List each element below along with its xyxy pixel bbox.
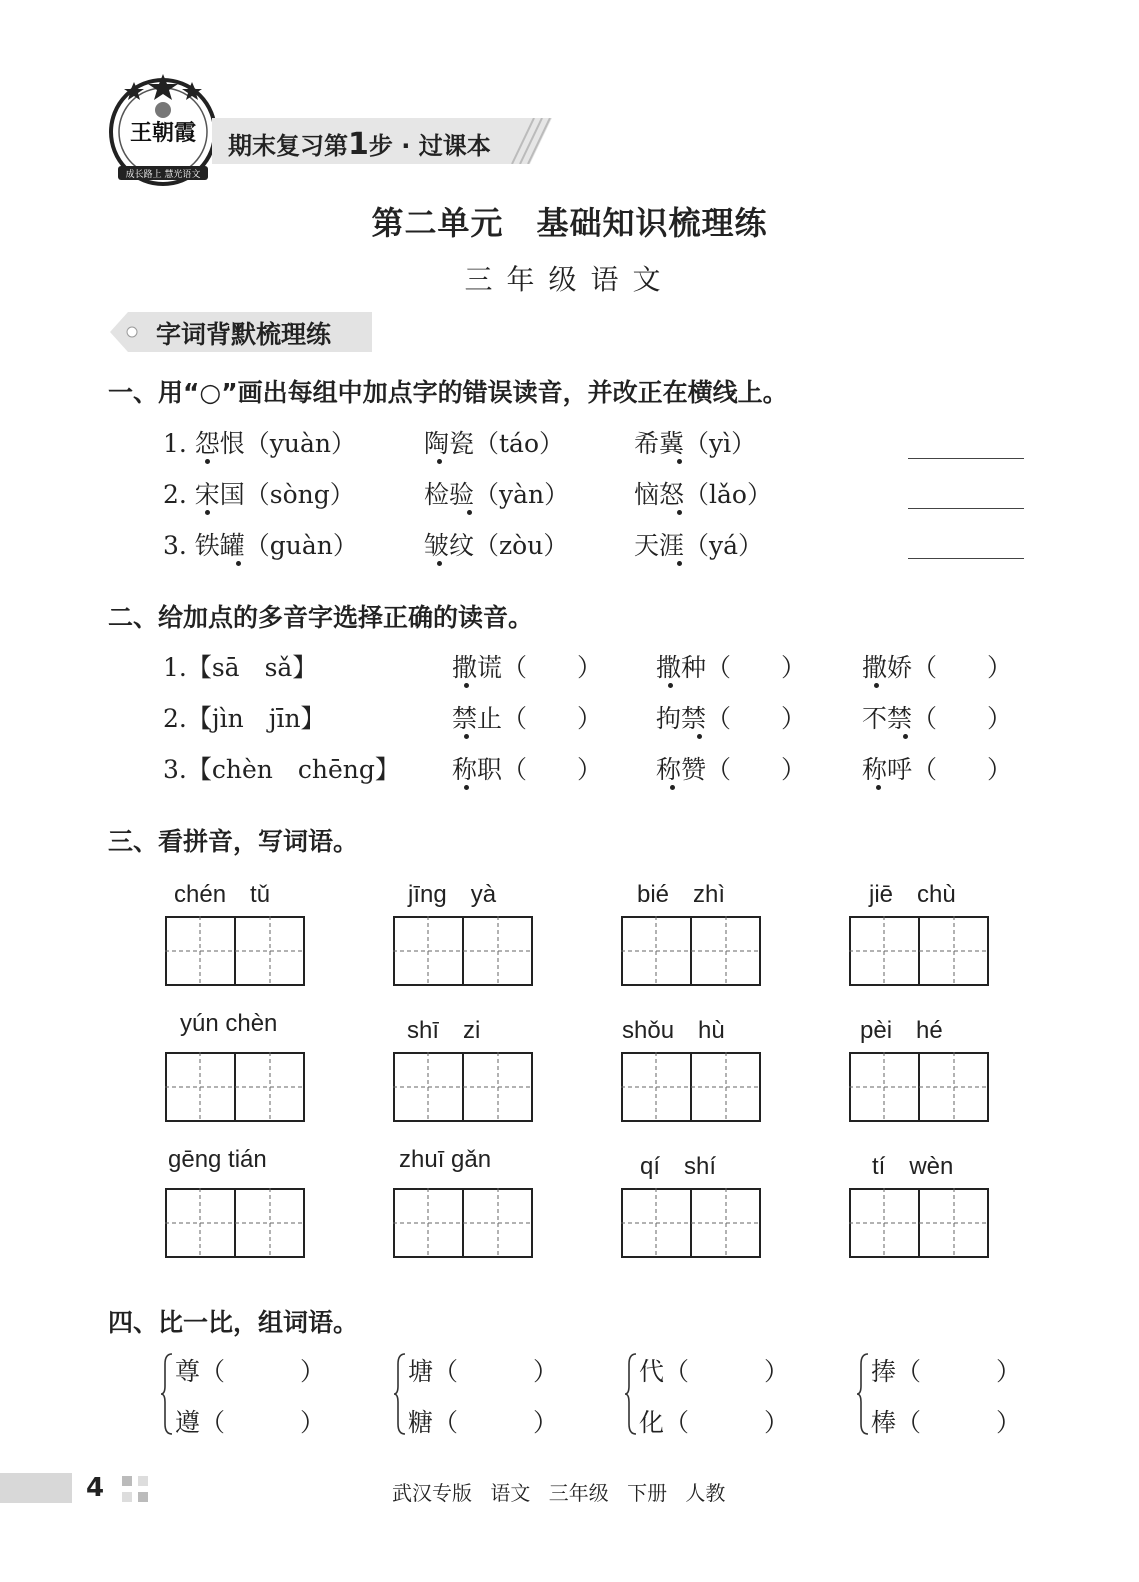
q1-item: 3. 铁罐（guàn） (163, 531, 358, 560)
pinyin-label: qí shí (640, 1153, 717, 1180)
writing-grid[interactable] (621, 916, 761, 986)
brace-icon (393, 1352, 407, 1436)
emphasis-dot (464, 734, 469, 739)
question-1-heading: 一、用“○”画出每组中加点字的错误读音，并改正在横线上。 (108, 378, 788, 407)
pinyin-label: jiē chù (869, 881, 956, 908)
svg-text:成长路上 慧光语文: 成长路上 慧光语文 (125, 170, 201, 180)
emphasis-dot (697, 734, 702, 739)
q4-word[interactable]: 棒（ ） (871, 1408, 1022, 1437)
question-4-heading: 四、比一比，组词语。 (108, 1308, 359, 1337)
writing-grid[interactable] (621, 1188, 761, 1258)
q2-word[interactable]: 撒谎（ ） (452, 653, 603, 682)
q4-word[interactable]: 化（ ） (639, 1408, 790, 1437)
q2-word[interactable]: 撒娇（ ） (862, 653, 1013, 682)
q2-word[interactable]: 拘禁（ ） (656, 704, 807, 733)
pinyin-label: zhuī gǎn (399, 1146, 492, 1173)
footer-decor (122, 1476, 132, 1486)
answer-line[interactable] (908, 558, 1024, 559)
emphasis-dot (467, 510, 472, 515)
pinyin-label: tí wèn (872, 1153, 954, 1180)
q1-item: 恼怒（lǎo） (634, 480, 772, 509)
brace-icon (856, 1352, 870, 1436)
emphasis-dot (677, 510, 682, 515)
q2-word[interactable]: 禁止（ ） (452, 704, 603, 733)
q1-item: 2. 宋国（sòng） (163, 480, 355, 509)
q2-word[interactable]: 撒种（ ） (656, 653, 807, 682)
emphasis-dot (236, 561, 241, 566)
q1-item: 天涯（yá） (634, 531, 764, 560)
question-3-heading: 三、看拼音，写词语。 (108, 827, 359, 856)
q2-word[interactable]: 称呼（ ） (862, 755, 1013, 784)
answer-line[interactable] (908, 458, 1024, 459)
emphasis-dot (464, 785, 469, 790)
emphasis-dot (876, 785, 881, 790)
emphasis-dot (677, 561, 682, 566)
logo-text: 王朝霞 (129, 120, 197, 146)
page-subtitle: 三年级语文 (464, 263, 675, 296)
writing-grid[interactable] (849, 916, 989, 986)
emphasis-dot (205, 459, 210, 464)
writing-grid[interactable] (393, 1188, 533, 1258)
page-number: 4 (86, 1473, 105, 1503)
q4-word[interactable]: 捧（ ） (871, 1357, 1022, 1386)
footer-decor (138, 1476, 148, 1486)
q1-item: 检验（yàn） (424, 480, 570, 509)
q2-word[interactable]: 称职（ ） (452, 755, 603, 784)
banner-text: 期末复习第1步 · 过课本 (228, 127, 491, 162)
q4-word[interactable]: 糖（ ） (408, 1408, 559, 1437)
q1-item: 1. 怨恨（yuàn） (163, 429, 357, 458)
q2-pinyin-options: 1.【sā sǎ】 (163, 653, 318, 682)
brace-icon (160, 1352, 174, 1436)
pinyin-label: yún chèn (180, 1010, 278, 1037)
q2-word[interactable]: 不禁（ ） (862, 704, 1013, 733)
page-title: 第二单元 基础知识梳理练 (371, 204, 768, 242)
emphasis-dot (437, 561, 442, 566)
writing-grid[interactable] (393, 1052, 533, 1122)
emphasis-dot (677, 459, 682, 464)
q4-word[interactable]: 塘（ ） (408, 1357, 559, 1386)
brace-icon (624, 1352, 638, 1436)
footer-bar (0, 1473, 72, 1503)
pinyin-label: shǒu hù (622, 1017, 725, 1044)
emphasis-dot (670, 785, 675, 790)
q1-item: 陶瓷（táo） (424, 429, 565, 458)
pinyin-label: jīng yà (408, 881, 497, 908)
emphasis-dot (874, 683, 879, 688)
q4-word[interactable]: 代（ ） (639, 1357, 790, 1386)
q4-word[interactable]: 遵（ ） (175, 1408, 326, 1437)
pinyin-label: shī zi (407, 1017, 481, 1044)
emphasis-dot (903, 734, 908, 739)
q2-pinyin-options: 3.【chèn chēng】 (163, 755, 400, 784)
pinyin-label: bié zhì (637, 881, 726, 908)
writing-grid[interactable] (165, 1052, 305, 1122)
section-tag-label: 字词背默梳理练 (156, 320, 332, 349)
writing-grid[interactable] (165, 916, 305, 986)
q2-pinyin-options: 2.【jìn jīn】 (163, 704, 326, 733)
pinyin-label: chén tǔ (174, 881, 271, 908)
q2-word[interactable]: 称赞（ ） (656, 755, 807, 784)
answer-line[interactable] (908, 508, 1024, 509)
footer-decor (138, 1492, 148, 1502)
emphasis-dot (464, 683, 469, 688)
writing-grid[interactable] (165, 1188, 305, 1258)
emphasis-dot (205, 510, 210, 515)
emphasis-dot (668, 683, 673, 688)
brand-logo (104, 70, 222, 188)
writing-grid[interactable] (393, 916, 533, 986)
footer-text: 武汉专版 语文 三年级 下册 人教 (392, 1481, 726, 1505)
writing-grid[interactable] (849, 1052, 989, 1122)
writing-grid[interactable] (849, 1188, 989, 1258)
q1-item: 皱纹（zòu） (424, 531, 569, 560)
question-2-heading: 二、给加点的多音字选择正确的读音。 (108, 603, 534, 632)
emphasis-dot (437, 459, 442, 464)
q4-word[interactable]: 尊（ ） (175, 1357, 326, 1386)
footer-decor (122, 1492, 132, 1502)
writing-grid[interactable] (621, 1052, 761, 1122)
pinyin-label: pèi hé (860, 1017, 943, 1044)
q1-item: 希冀（yì） (634, 429, 757, 458)
pinyin-label: gēng tián (168, 1146, 267, 1173)
